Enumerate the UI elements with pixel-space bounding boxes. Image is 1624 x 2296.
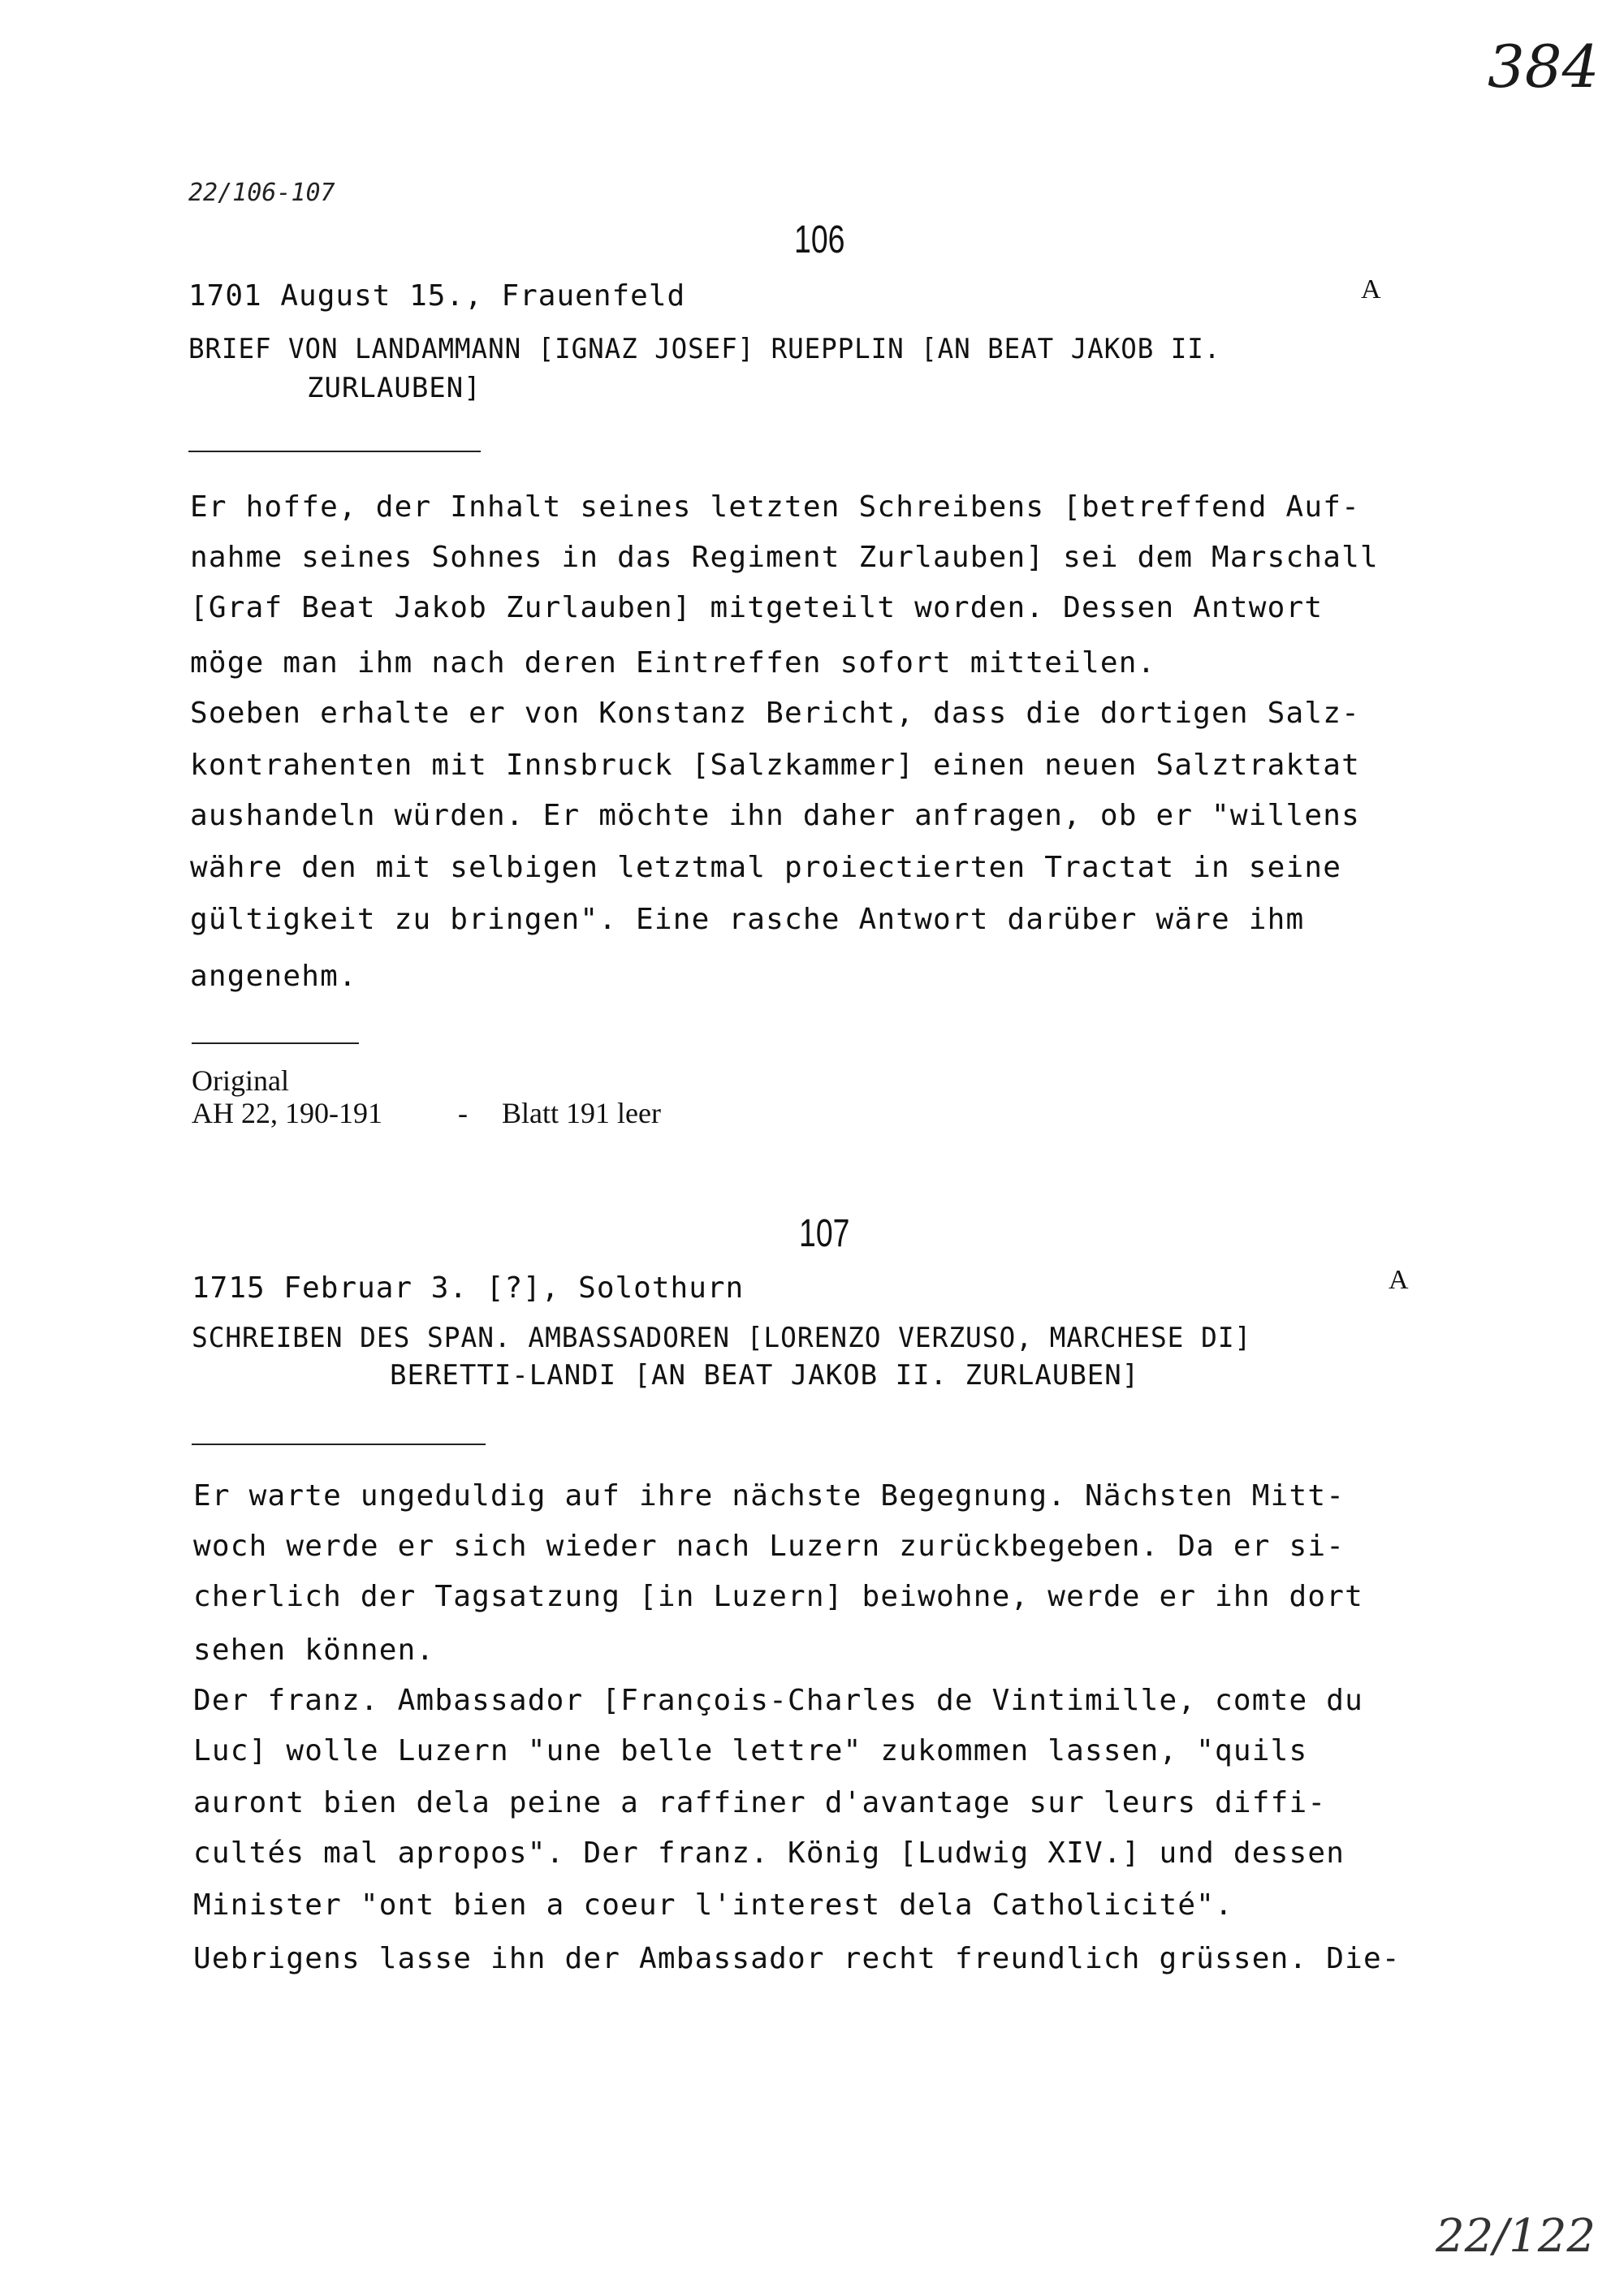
entry-107-body-line: Er warte ungeduldig auf ihre nächste Begegnung. Nächsten Mitt- — [193, 1479, 1345, 1513]
entry-106-marker: A — [1361, 274, 1381, 304]
entry-number-106: 106 — [794, 218, 845, 261]
entry-107-marker: A — [1389, 1265, 1409, 1295]
entry-106-title-line-1: BRIEF VON LANDAMMANN [IGNAZ JOSEF] RUEPPLIN [AN BEAT JAKOB II. — [188, 333, 1221, 365]
handwritten-page-number: 384 — [1488, 32, 1600, 101]
entry-106-body-line: gültigkeit zu bringen". Eine rasche Antwort darüber wäre ihm — [190, 903, 1305, 936]
entry-106-title-line-2: ZURLAUBEN] — [307, 372, 482, 404]
entry-106-body-line: aushandeln würden. Er möchte ihn daher anfragen, ob er "willens — [190, 799, 1361, 832]
entry-107-separator-rule — [192, 1444, 486, 1445]
document-reference: 22/106-107 — [188, 179, 335, 207]
entry-106-source-note: Blatt 191 leer — [502, 1097, 661, 1129]
entry-107-body-line: Der franz. Ambassador [François-Charles de Vintimille, comte du — [193, 1684, 1364, 1717]
entry-106-source-ref: AH 22, 190-191 — [192, 1097, 382, 1129]
entry-number-107: 107 — [799, 1212, 850, 1255]
entry-106-separator-rule — [188, 451, 481, 452]
entry-106-date-place: 1701 August 15., Frauenfeld — [188, 279, 686, 313]
entry-106-source-rule — [192, 1042, 359, 1044]
entry-106-body-line: Soeben erhalte er von Konstanz Bericht, dass die dortigen Salz- — [190, 697, 1361, 730]
entry-107-body-line: auront bien dela peine a raffiner d'avantage sur leurs diffi- — [193, 1786, 1327, 1819]
entry-107-body-line: sehen können. — [193, 1634, 435, 1667]
entry-107-title-line-1: SCHREIBEN DES SPAN. AMBASSADOREN [LORENZO VERZUSO, MARCHESE DI] — [192, 1322, 1252, 1354]
entry-107-body-line: Uebrigens lasse ihn der Ambassador recht freundlich grüssen. Die- — [193, 1942, 1401, 1975]
entry-107-date-place: 1715 Februar 3. [?], Solothurn — [192, 1271, 745, 1305]
entry-107-body-line: woch werde er sich wieder nach Luzern zurückbegeben. Da er si- — [193, 1530, 1345, 1563]
entry-107-body-line: cultés mal apropos". Der franz. König [Ludwig XIV.] und dessen — [193, 1836, 1345, 1870]
entry-106-source-dash: - — [458, 1097, 468, 1129]
entry-106-body-line: [Graf Beat Jakob Zurlauben] mitgeteilt worden. Dessen Antwort — [190, 591, 1324, 624]
entry-107-body-line: cherlich der Tagsatzung [in Luzern] beiwohne, werde er ihn dort — [193, 1580, 1364, 1613]
entry-107-title-line-2: BERETTI-LANDI [AN BEAT JAKOB II. ZURLAUBEN] — [390, 1359, 1140, 1392]
entry-106-source-label: Original — [192, 1064, 289, 1097]
entry-107-body-line: Minister "ont bien a coeur l'interest dela Catholicité". — [193, 1888, 1233, 1922]
entry-106-body-line: nahme seines Sohnes in das Regiment Zurlauben] sei dem Marschall — [190, 541, 1379, 574]
handwritten-folio-number: 22/122 — [1436, 2210, 1596, 2263]
entry-106-body-line: Er hoffe, der Inhalt seines letzten Schreibens [betreffend Auf- — [190, 490, 1361, 524]
entry-106-body-line: angenehm. — [190, 960, 357, 993]
entry-106-body-line: möge man ihm nach deren Eintreffen sofort mitteilen. — [190, 646, 1156, 680]
entry-106-body-line: währe den mit selbigen letztmal proiectierten Tractat in seine — [190, 851, 1342, 884]
entry-107-body-line: Luc] wolle Luzern "une belle lettre" zukommen lassen, "quils — [193, 1734, 1308, 1767]
entry-106-body-line: kontrahenten mit Innsbruck [Salzkammer] einen neuen Salztraktat — [190, 749, 1361, 782]
